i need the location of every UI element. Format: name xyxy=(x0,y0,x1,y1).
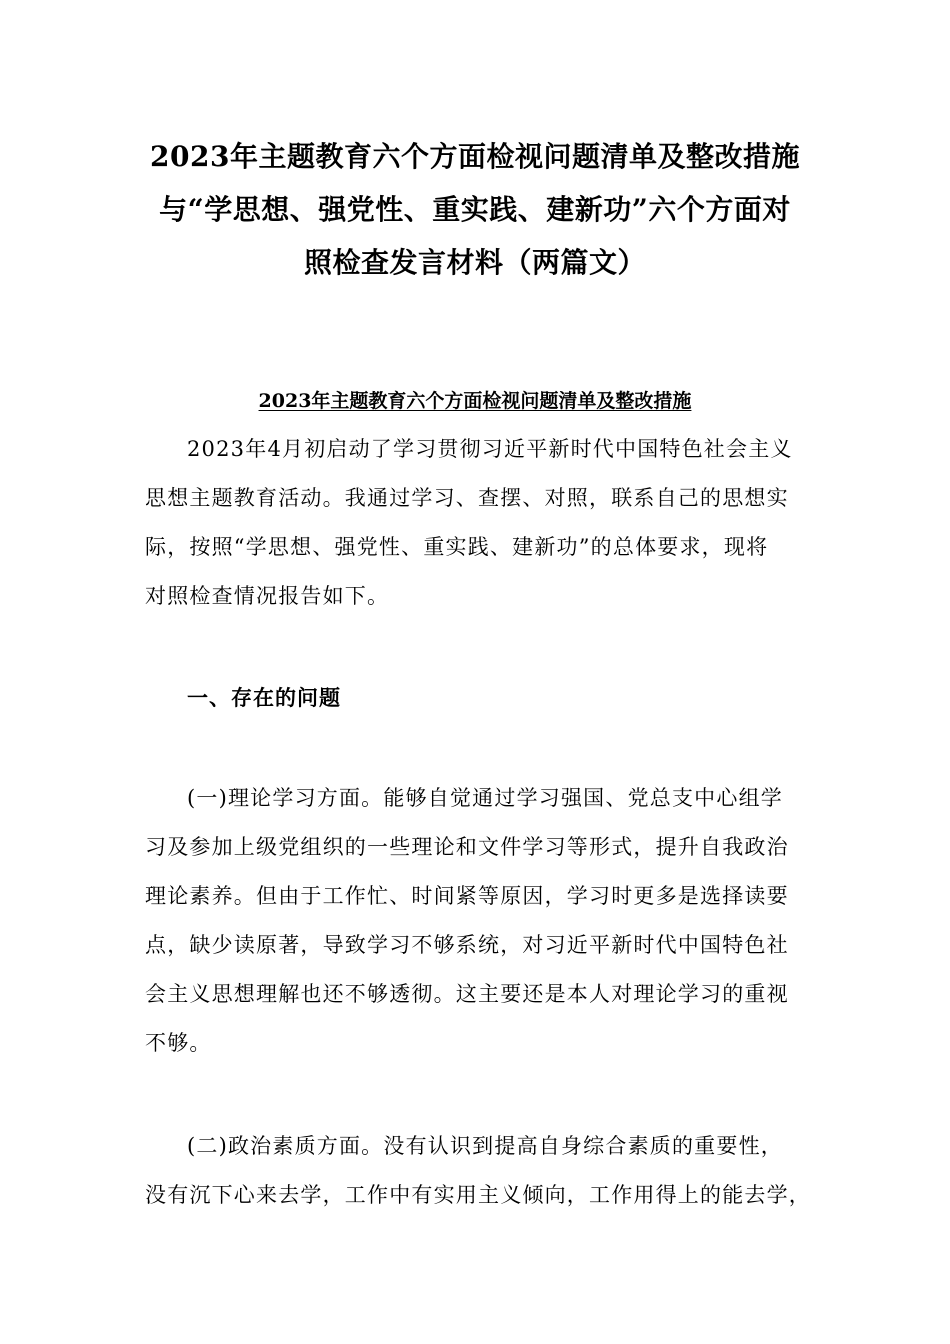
title-line: 与“学思想、强党性、重实践、建新功”六个方面对 xyxy=(159,193,791,226)
title-line: 2023年主题教育六个方面检视问题清单及整改措施 xyxy=(150,140,800,173)
paragraph-line: 点，缺少读原著，导致学习不够系统，对习近平新时代中国特色社 xyxy=(145,933,789,957)
item-2-paragraph xyxy=(145,1122,815,1220)
section-subtitle: 2023年主题教育六个方面检视问题清单及整改措施 xyxy=(258,390,692,412)
item-1-paragraph xyxy=(145,774,815,1068)
paragraph-line: 2023年4月初启动了学习贯彻习近平新时代中国特色社会主义 xyxy=(187,437,793,461)
paragraph-line: 对照检查情况报告如下。 xyxy=(145,584,390,608)
paragraph-line: 没有沉下心来去学，工作中有实用主义倾向，工作用得上的能去学， xyxy=(145,1183,811,1207)
paragraph-line: 际，按照“学思想、强党性、重实践、建新功”的总体要求，现将 xyxy=(145,535,769,559)
paragraph-line: (二)政治素质方面。没有认识到提高自身综合素质的重要性， xyxy=(187,1134,783,1158)
intro-paragraph xyxy=(145,425,815,621)
paragraph-line: 不够。 xyxy=(145,1031,212,1055)
paragraph-line: (一)理论学习方面。能够自觉通过学习强国、党总支中心组学 xyxy=(187,786,783,810)
paragraph-line: 习及参加上级党组织的一些理论和文件学习等形式，提升自我政治 xyxy=(145,835,789,859)
document-title xyxy=(120,130,830,289)
paragraph-line: 会主义思想理解也还不够透彻。这主要还是本人对理论学习的重视 xyxy=(145,982,789,1006)
title-line: 照检查发言材料（两篇文） xyxy=(303,246,646,279)
section-heading: 一、存在的问题 xyxy=(187,685,341,710)
paragraph-line: 思想主题教育活动。我通过学习、查摆、对照，联系自己的思想实 xyxy=(145,486,789,510)
paragraph-line: 理论素养。但由于工作忙、时间紧等原因，学习时更多是选择读要 xyxy=(145,884,789,908)
